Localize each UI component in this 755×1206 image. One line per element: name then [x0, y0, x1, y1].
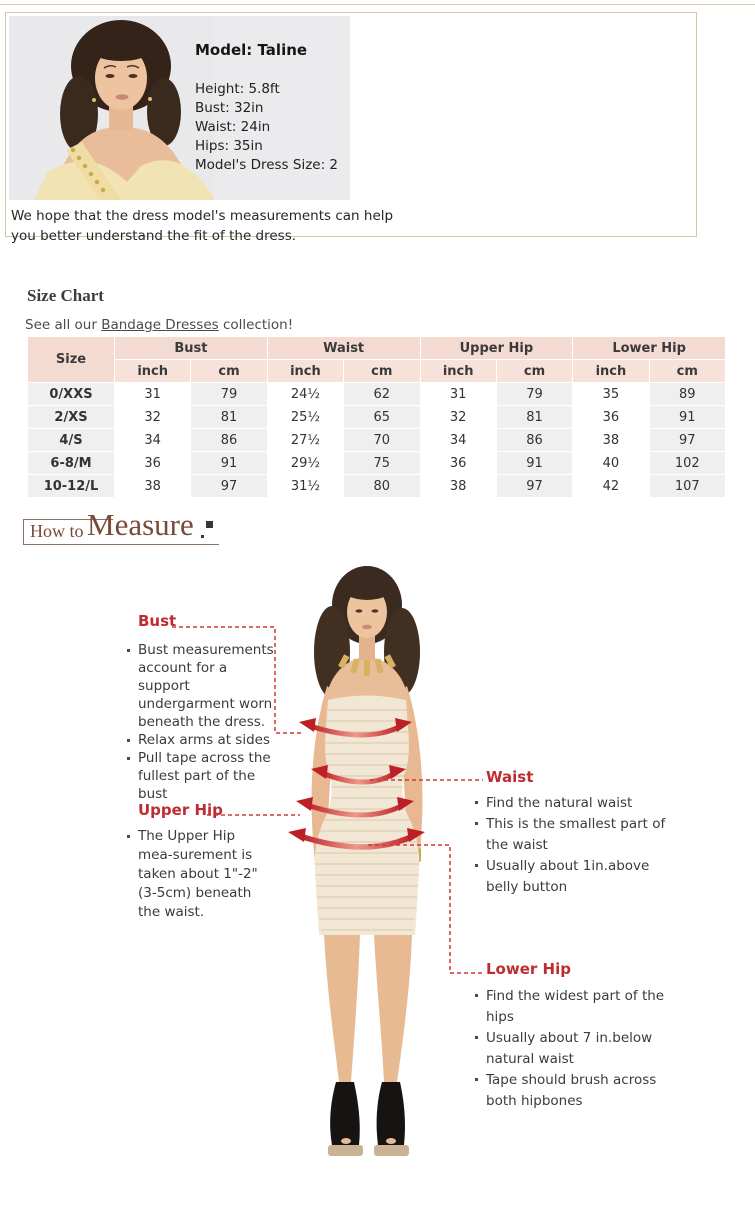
cell: 79 [191, 383, 266, 405]
cell: 80 [344, 475, 419, 497]
heading-measure: Measure [87, 507, 194, 542]
heading-square-icon [206, 521, 213, 528]
how-to-measure-heading [23, 507, 253, 553]
cell: 81 [497, 406, 572, 428]
waist-bullet: This is the smallest part of the waist [474, 814, 679, 856]
lower-hip-bullet: Find the widest part of the hips [474, 986, 679, 1028]
lower-hip-annotation-list [474, 986, 679, 1112]
cell: 29½ [268, 452, 343, 474]
model-name-title: Model: Taline [195, 41, 308, 59]
cell: 24½ [268, 383, 343, 405]
bust-bullet: Bust measurements account for a support undergarment worn beneath the dress. [126, 641, 276, 731]
collection-line [25, 317, 293, 333]
cell: 75 [344, 452, 419, 474]
cell: 102 [650, 452, 725, 474]
size-label: 4/S [28, 429, 114, 451]
heading-how-to: How to [30, 521, 84, 541]
cell: 36 [421, 452, 496, 474]
cell: 31 [421, 383, 496, 405]
table-unit-header-row [28, 360, 725, 382]
unit-header: cm [497, 360, 572, 382]
cell: 86 [191, 429, 266, 451]
cell: 91 [497, 452, 572, 474]
size-label: 0/XXS [28, 383, 114, 405]
cell: 31 [115, 383, 190, 405]
cell: 31½ [268, 475, 343, 497]
cell: 91 [191, 452, 266, 474]
cell: 91 [650, 406, 725, 428]
size-chart-table [27, 336, 726, 498]
cell: 107 [650, 475, 725, 497]
cell: 25½ [268, 406, 343, 428]
model-waist: Waist: 24in [195, 119, 271, 135]
model-dress-size: Model's Dress Size: 2 [195, 157, 339, 173]
waist-annotation-list [474, 793, 679, 898]
cell: 38 [573, 429, 648, 451]
upper-hip-annotation-list [126, 827, 258, 922]
model-note-line2: you better understand the fit of the dress. [11, 228, 297, 244]
bust-bullet: Pull tape across the fullest part of the bust [126, 749, 276, 803]
table-row [28, 429, 725, 451]
table-row [28, 452, 725, 474]
table-row [28, 383, 725, 405]
cell: 97 [497, 475, 572, 497]
model-hips: Hips: 35in [195, 138, 263, 154]
unit-header: cm [344, 360, 419, 382]
cell: 35 [573, 383, 648, 405]
cell: 89 [650, 383, 725, 405]
cell: 34 [115, 429, 190, 451]
size-label: 10-12/L [28, 475, 114, 497]
cell: 36 [573, 406, 648, 428]
unit-header: inch [268, 360, 343, 382]
model-bust: Bust: 32in [195, 100, 264, 116]
cell: 40 [573, 452, 648, 474]
cell: 62 [344, 383, 419, 405]
upper-hip-bullet: The Upper Hip mea-surement is taken about 1"-2" (3-5cm) beneath the waist. [126, 827, 258, 922]
cell: 27½ [268, 429, 343, 451]
size-label: 2/XS [28, 406, 114, 428]
cell: 97 [191, 475, 266, 497]
cell: 36 [115, 452, 190, 474]
collection-prefix: See all our [25, 317, 102, 333]
col-header-bust: Bust [115, 337, 267, 359]
model-info-box [5, 12, 697, 244]
waist-annotation-title: Waist [486, 768, 534, 786]
cell: 32 [421, 406, 496, 428]
col-header-waist: Waist [268, 337, 420, 359]
waist-bullet: Find the natural waist [474, 793, 679, 814]
cell: 97 [650, 429, 725, 451]
top-divider [0, 4, 755, 5]
table-row [28, 475, 725, 497]
heading-square-small-icon [201, 535, 204, 538]
bust-bullet: Relax arms at sides [126, 731, 276, 749]
waist-bullet: Usually about 1in.above belly button [474, 856, 679, 898]
col-header-size: Size [28, 337, 114, 382]
lower-hip-annotation-title: Lower Hip [486, 960, 571, 978]
table-row [28, 406, 725, 428]
cell: 81 [191, 406, 266, 428]
col-header-upper-hip: Upper Hip [421, 337, 573, 359]
lower-hip-bullet: Usually about 7 in.below natural waist [474, 1028, 679, 1070]
collection-suffix: collection! [218, 317, 294, 333]
col-header-lower-hip: Lower Hip [573, 337, 725, 359]
cell: 79 [497, 383, 572, 405]
unit-header: inch [115, 360, 190, 382]
size-chart-heading: Size Chart [27, 286, 104, 305]
cell: 38 [115, 475, 190, 497]
upper-hip-annotation-title: Upper Hip [138, 801, 223, 819]
cell: 34 [421, 429, 496, 451]
cell: 65 [344, 406, 419, 428]
bust-annotation-title: Bust [138, 612, 177, 630]
unit-header: cm [650, 360, 725, 382]
cell: 42 [573, 475, 648, 497]
model-height: Height: 5.8ft [195, 81, 280, 97]
cell: 70 [344, 429, 419, 451]
cell: 38 [421, 475, 496, 497]
unit-header: inch [573, 360, 648, 382]
unit-header: inch [421, 360, 496, 382]
model-note-line1: We hope that the dress model's measurements can help [11, 208, 394, 224]
cell: 32 [115, 406, 190, 428]
size-label: 6-8/M [28, 452, 114, 474]
unit-header: cm [191, 360, 266, 382]
table-group-header-row [28, 337, 725, 359]
model-note [11, 206, 393, 246]
bust-annotation-list [126, 641, 276, 803]
bandage-dresses-link[interactable]: Bandage Dresses [101, 317, 219, 333]
lower-hip-bullet: Tape should brush across both hipbones [474, 1070, 679, 1112]
cell: 86 [497, 429, 572, 451]
